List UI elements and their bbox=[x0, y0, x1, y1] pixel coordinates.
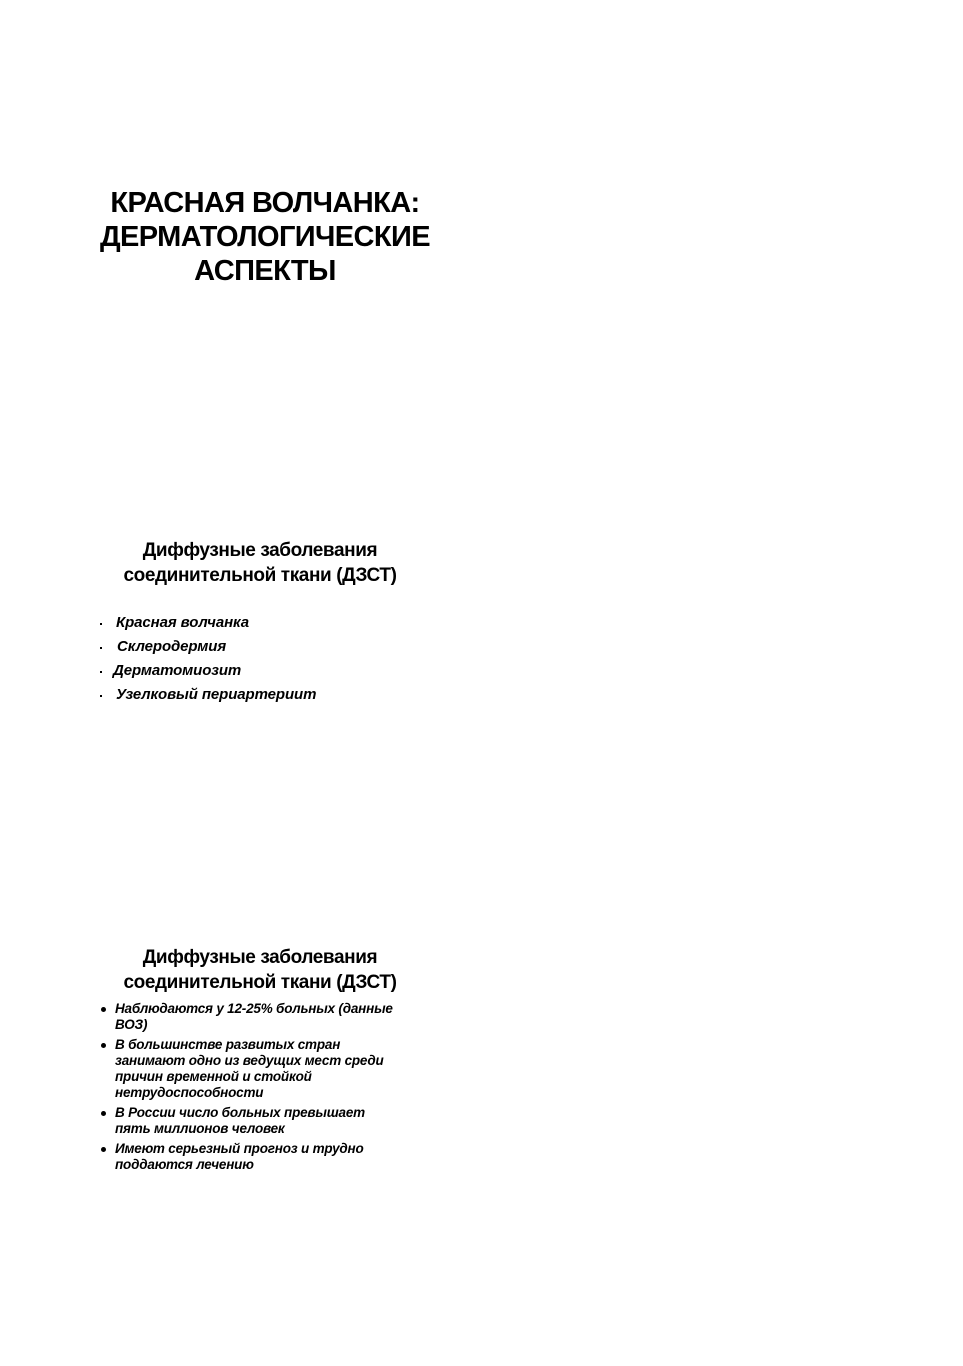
list-item-line: пять миллионов человек bbox=[115, 1121, 285, 1136]
section-heading bbox=[80, 538, 440, 588]
list-item-text: Узелковый периартериит bbox=[116, 686, 317, 703]
list-item-text: Склеродермия bbox=[117, 638, 227, 655]
title-line: ДЕРМАТОЛОГИЧЕСКИЕ bbox=[100, 221, 430, 253]
bullet-icon bbox=[101, 1007, 106, 1012]
list-item bbox=[100, 659, 316, 683]
title-line: КРАСНАЯ ВОЛЧАНКА: bbox=[110, 187, 420, 219]
diseases-list bbox=[100, 611, 316, 707]
heading-line: Диффузные заболевания bbox=[142, 947, 378, 968]
list-item-line: поддаются лечению bbox=[115, 1157, 254, 1172]
list-item-line: нетрудоспособности bbox=[115, 1085, 264, 1100]
list-item bbox=[100, 683, 316, 707]
bullet-icon bbox=[101, 1043, 106, 1048]
list-item-text: Красная волчанка bbox=[116, 614, 249, 631]
heading-line: соединительной ткани (ДЗСТ) bbox=[123, 565, 397, 586]
bullet-icon bbox=[100, 671, 102, 673]
facts-list bbox=[99, 1001, 439, 1177]
list-item-line: ВОЗ) bbox=[115, 1017, 148, 1032]
list-item bbox=[99, 1141, 439, 1173]
list-item-text: Дерматомиозит bbox=[113, 662, 242, 679]
heading-line: Диффузные заболевания bbox=[142, 540, 378, 561]
bullet-icon bbox=[101, 1147, 106, 1152]
list-item-line: Имеют серьезный прогноз и трудно bbox=[115, 1141, 364, 1156]
list-item bbox=[100, 611, 316, 635]
page-title bbox=[70, 186, 460, 288]
bullet-icon bbox=[100, 623, 102, 625]
title-line: АСПЕКТЫ bbox=[194, 255, 336, 287]
list-item-line: Наблюдаются у 12-25% больных (данные bbox=[115, 1001, 393, 1016]
list-item bbox=[99, 1001, 439, 1033]
list-item-line: причин временной и стойкой bbox=[115, 1069, 312, 1084]
heading-line: соединительной ткани (ДЗСТ) bbox=[123, 972, 397, 993]
bullet-icon bbox=[100, 647, 102, 649]
list-item bbox=[99, 1105, 439, 1137]
list-item bbox=[100, 635, 316, 659]
list-item-line: В большинстве развитых стран bbox=[115, 1037, 341, 1052]
bullet-icon bbox=[100, 695, 102, 697]
section-heading bbox=[80, 945, 440, 995]
list-item-line: В России число больных превышает bbox=[115, 1105, 365, 1120]
list-item bbox=[99, 1037, 439, 1101]
list-item-line: занимают одно из ведущих мест среди bbox=[115, 1053, 384, 1068]
bullet-icon bbox=[101, 1111, 106, 1116]
